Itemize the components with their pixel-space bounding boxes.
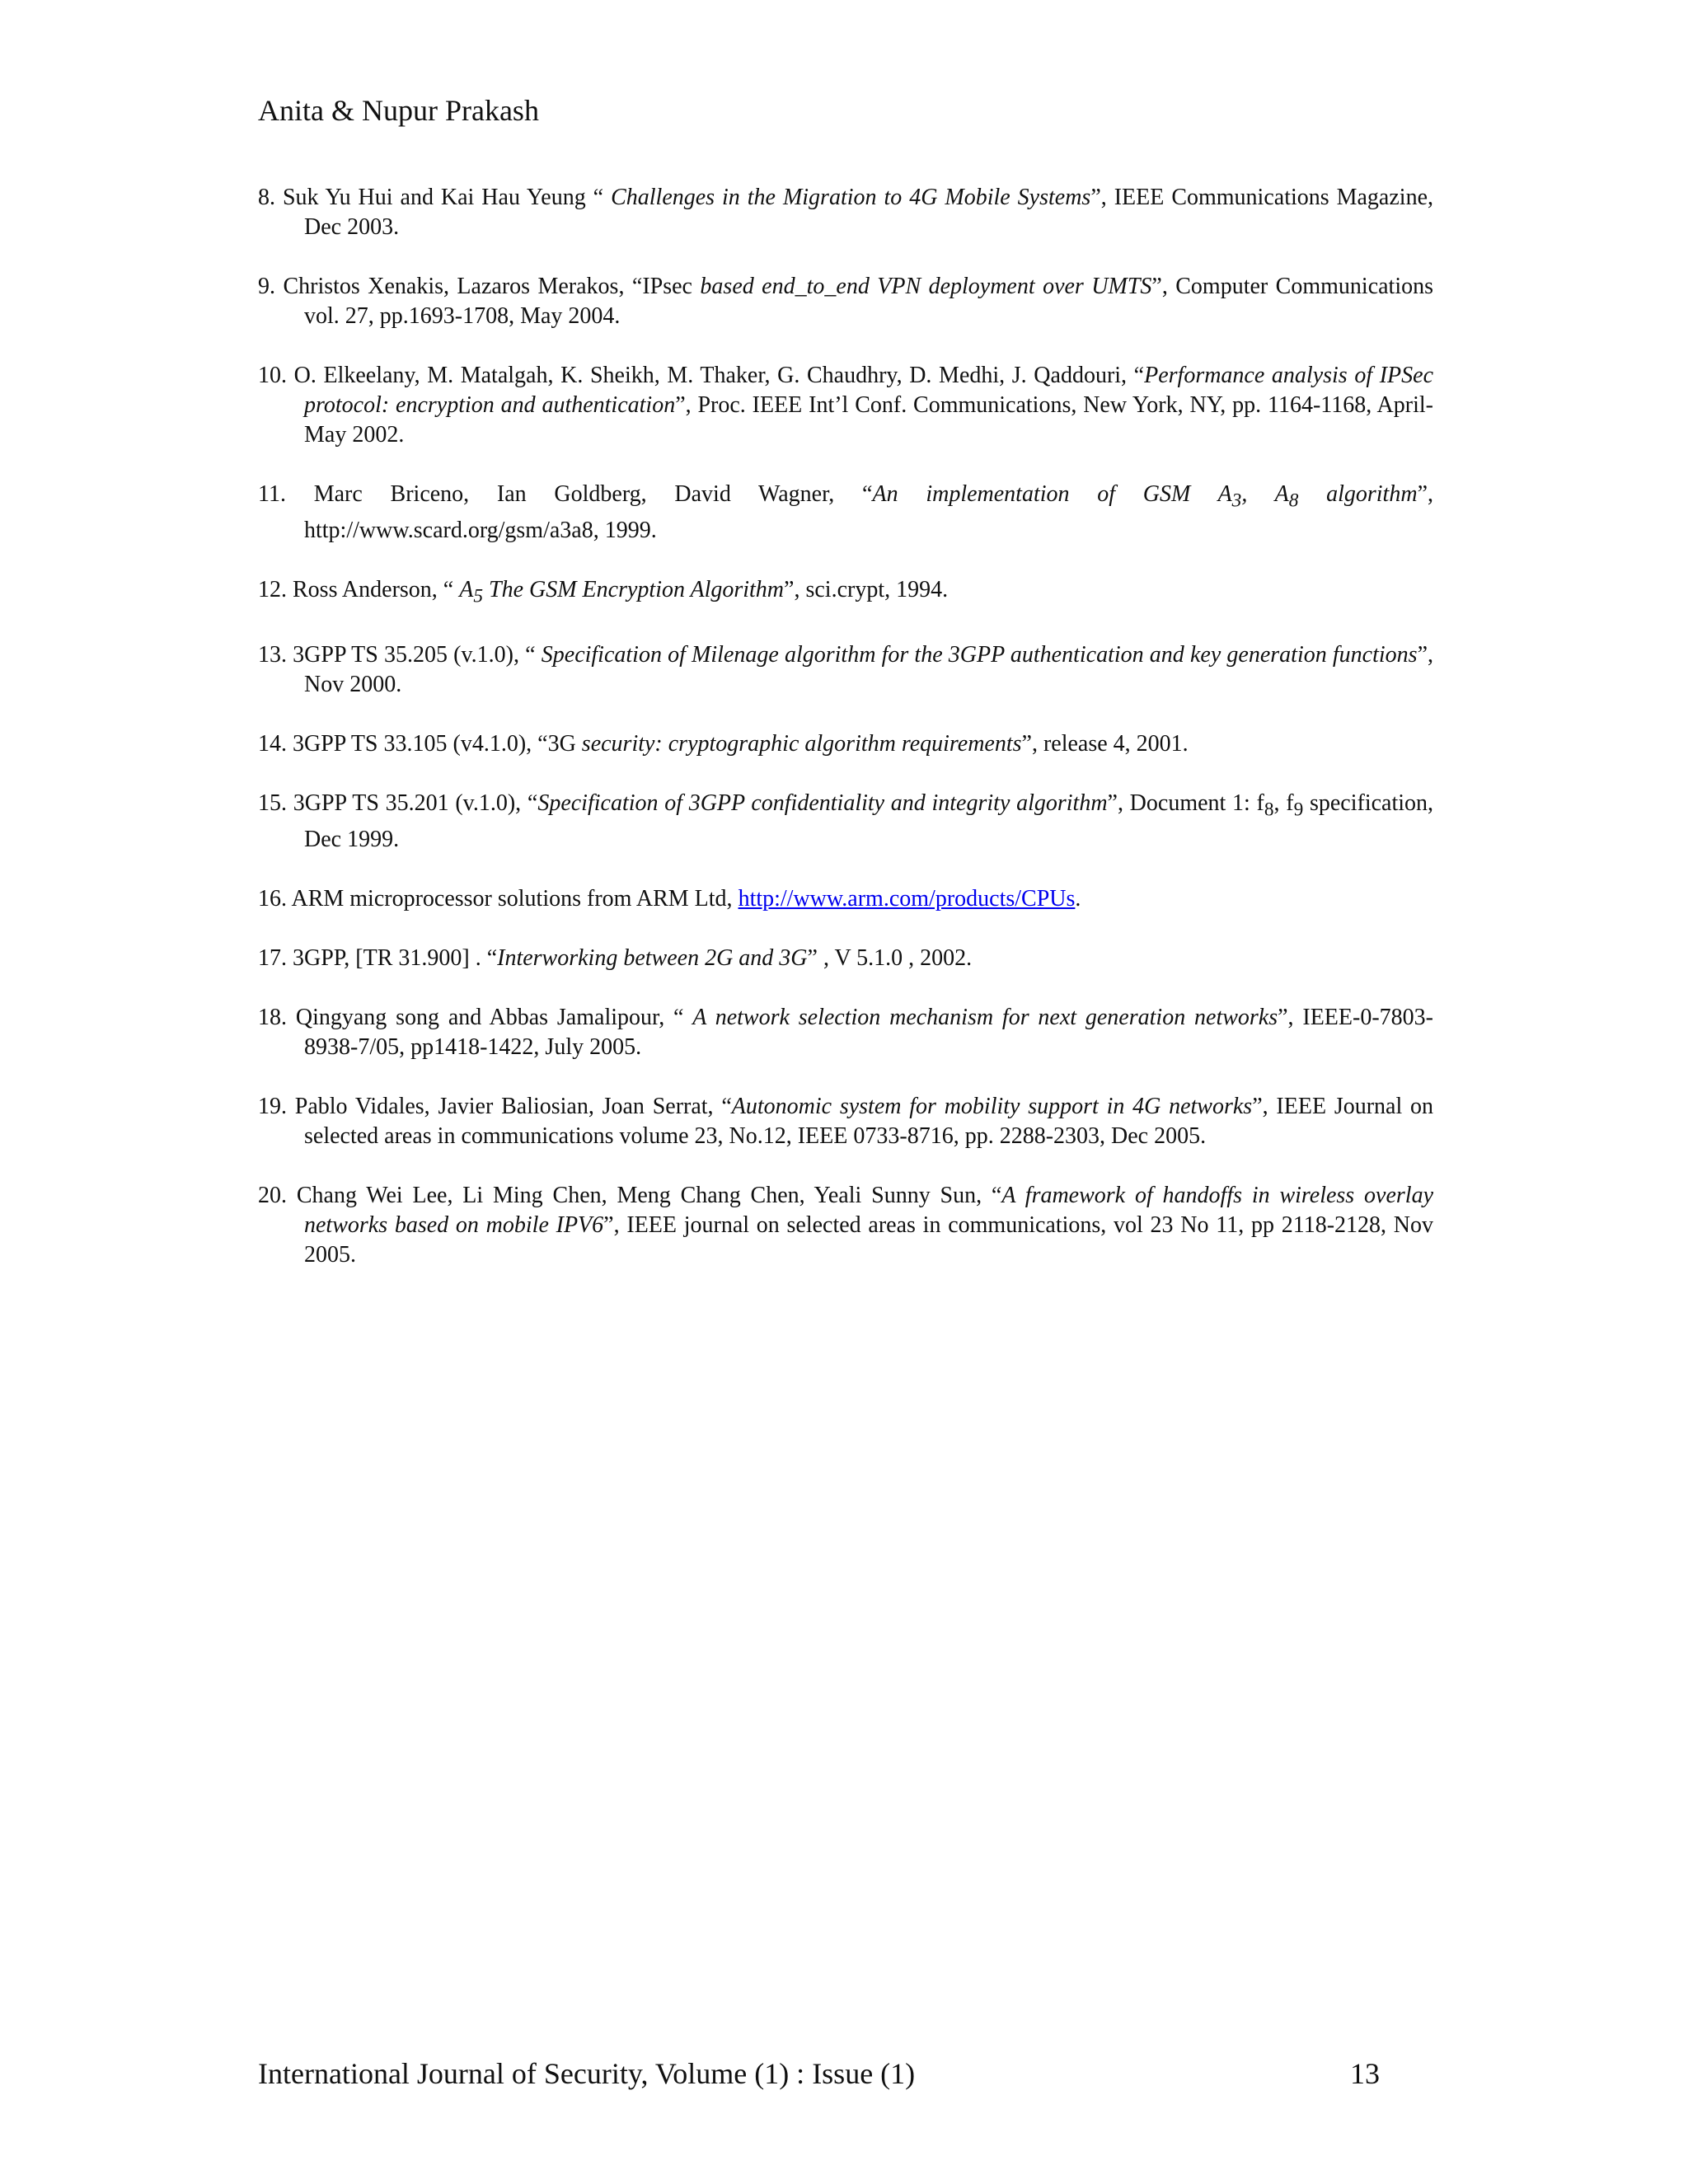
reference-number: 11.: [258, 481, 286, 507]
reference-title: based end_to_end VPN deployment over UMTS: [700, 274, 1152, 299]
reference-item: 8. Suk Yu Hui and Kai Hau Yeung “ Challenges in the Migration to 4G Mobile Systems”, IEEE Communications Magazine, Dec 2003.: [258, 185, 1433, 240]
reference-number: 17.: [258, 944, 287, 971]
reference-item: 15. 3GPP TS 35.201 (v.1.0), “Specification of 3GPP confidentiality and integrity algorithm”, Document 1: $f_8$, $f_9$ specification, Dec 1999.: [258, 790, 1434, 852]
reference-item: 18. Qingyang song and Abbas Jamalipour, “ A network selection mechanism for next generation networks”, IEEE-0-7803-8938-7/05, pp1418-1422, July 2005.: [258, 1004, 1433, 1060]
reference-number: 19.: [258, 1093, 287, 1119]
reference-title: security: cryptographic algorithm requirements: [581, 731, 1022, 757]
reference-number: 15.: [258, 790, 287, 817]
reference-title: A framework of handoffs in wireless overlay networks based on mobile IPV6: [304, 1182, 1433, 1238]
reference-item: 13. 3GPP TS 35.205 (v.1.0), “ Specification of Milenage algorithm for the 3GPP authentication and key generation functions”, Nov 2000.: [258, 642, 1433, 698]
reference-item: 9. Christos Xenakis, Lazaros Merakos, “IPsec based end_to_end VPN deployment over UMTS”, Computer Communications vol. 27, pp.1693-1708, May 2004.: [258, 274, 1434, 329]
reference-item: 20. Chang Wei Lee, Li Ming Chen, Meng Chang Chen, Yeali Sunny Sun, “A framework of handoffs in wireless overlay networks based on mobile IPV6”, IEEE journal on selected areas in communications, vol 23 No 11, pp 2118-2128, Nov 2005.: [258, 1182, 1433, 1268]
reference-number: 13.: [258, 642, 287, 668]
reference-link[interactable]: http://www.arm.com/products/CPUs: [738, 885, 1076, 912]
reference-item: 17. 3GPP, [TR 31.900] . “Interworking between 2G and 3G” , V 5.1.0 , 2002.: [258, 944, 973, 971]
reference-number: 8.: [258, 185, 275, 210]
footer-journal-title: International Journal of Security, Volume (1) : Issue (1): [258, 2057, 916, 2090]
reference-item: 14. 3GPP TS 33.105 (v4.1.0), “3G security: cryptographic algorithm requirements”, release 4, 2001.: [258, 731, 1189, 757]
reference-item: 12. Ross Anderson, “ $A_5$ The GSM Encryption Algorithm”, sci.crypt, 1994.: [258, 576, 949, 607]
reference-title: Autonomic system for mobility support in 4G networks: [731, 1093, 1253, 1119]
reference-item: 11. Marc Briceno, Ian Goldberg, David Wagner, “An implementation of GSM $A_3$, $A_8$ algorithm”, http://www.scard.org/gsm/a3a8, 1999.: [258, 481, 1433, 543]
reference-title: Specification of Milenage algorithm for the 3GPP authentication and key generation functions: [541, 642, 1418, 668]
reference-item: 16. ARM microprocessor solutions from ARM Ltd, http://www.arm.com/products/CPUs.: [258, 885, 1081, 912]
reference-title: Challenges in the Migration to 4G Mobile Systems: [611, 185, 1091, 210]
reference-title: Specification of 3GPP confidentiality and integrity algorithm: [537, 790, 1108, 817]
reference-number: 18.: [258, 1004, 287, 1030]
reference-title: An implementation of GSM $A_3$, $A_8$ algorithm: [872, 481, 1418, 512]
reference-list: [258, 183, 1433, 1300]
reference-title: $A_5$ The GSM Encryption Algorithm: [459, 576, 785, 607]
reference-title: Performance analysis of IPSec protocol: encryption and authentication: [304, 363, 1433, 418]
reference-title: Interworking between 2G and 3G: [497, 944, 808, 971]
reference-number: 14.: [258, 731, 287, 757]
reference-number: 12.: [258, 576, 287, 602]
page-number: 13: [1350, 2057, 1380, 2090]
running-head: Anita & Nupur Prakash: [258, 94, 539, 127]
reference-title: A network selection mechanism for next generation networks: [692, 1004, 1278, 1030]
reference-item: 10. O. Elkeelany, M. Matalgah, K. Sheikh, M. Thaker, G. Chaudhry, D. Medhi, J. Qaddouri, “Performance analysis of IPSec protocol: encryption and authentication”, Proc. IEEE Int’l Conf. Communications, New York, NY, pp. 1164-1168, April-May 2002.: [258, 363, 1433, 448]
reference-number: 10.: [258, 363, 287, 388]
reference-number: 9.: [258, 274, 275, 299]
reference-number: 20.: [258, 1182, 287, 1208]
reference-number: 16.: [258, 885, 287, 912]
reference-item: 19. Pablo Vidales, Javier Baliosian, Joan Serrat, “Autonomic system for mobility support in 4G networks”, IEEE Journal on selected areas in communications volume 23, No.12, IEEE 0733-8716, pp. 2288-2303, Dec 2005.: [258, 1093, 1434, 1149]
